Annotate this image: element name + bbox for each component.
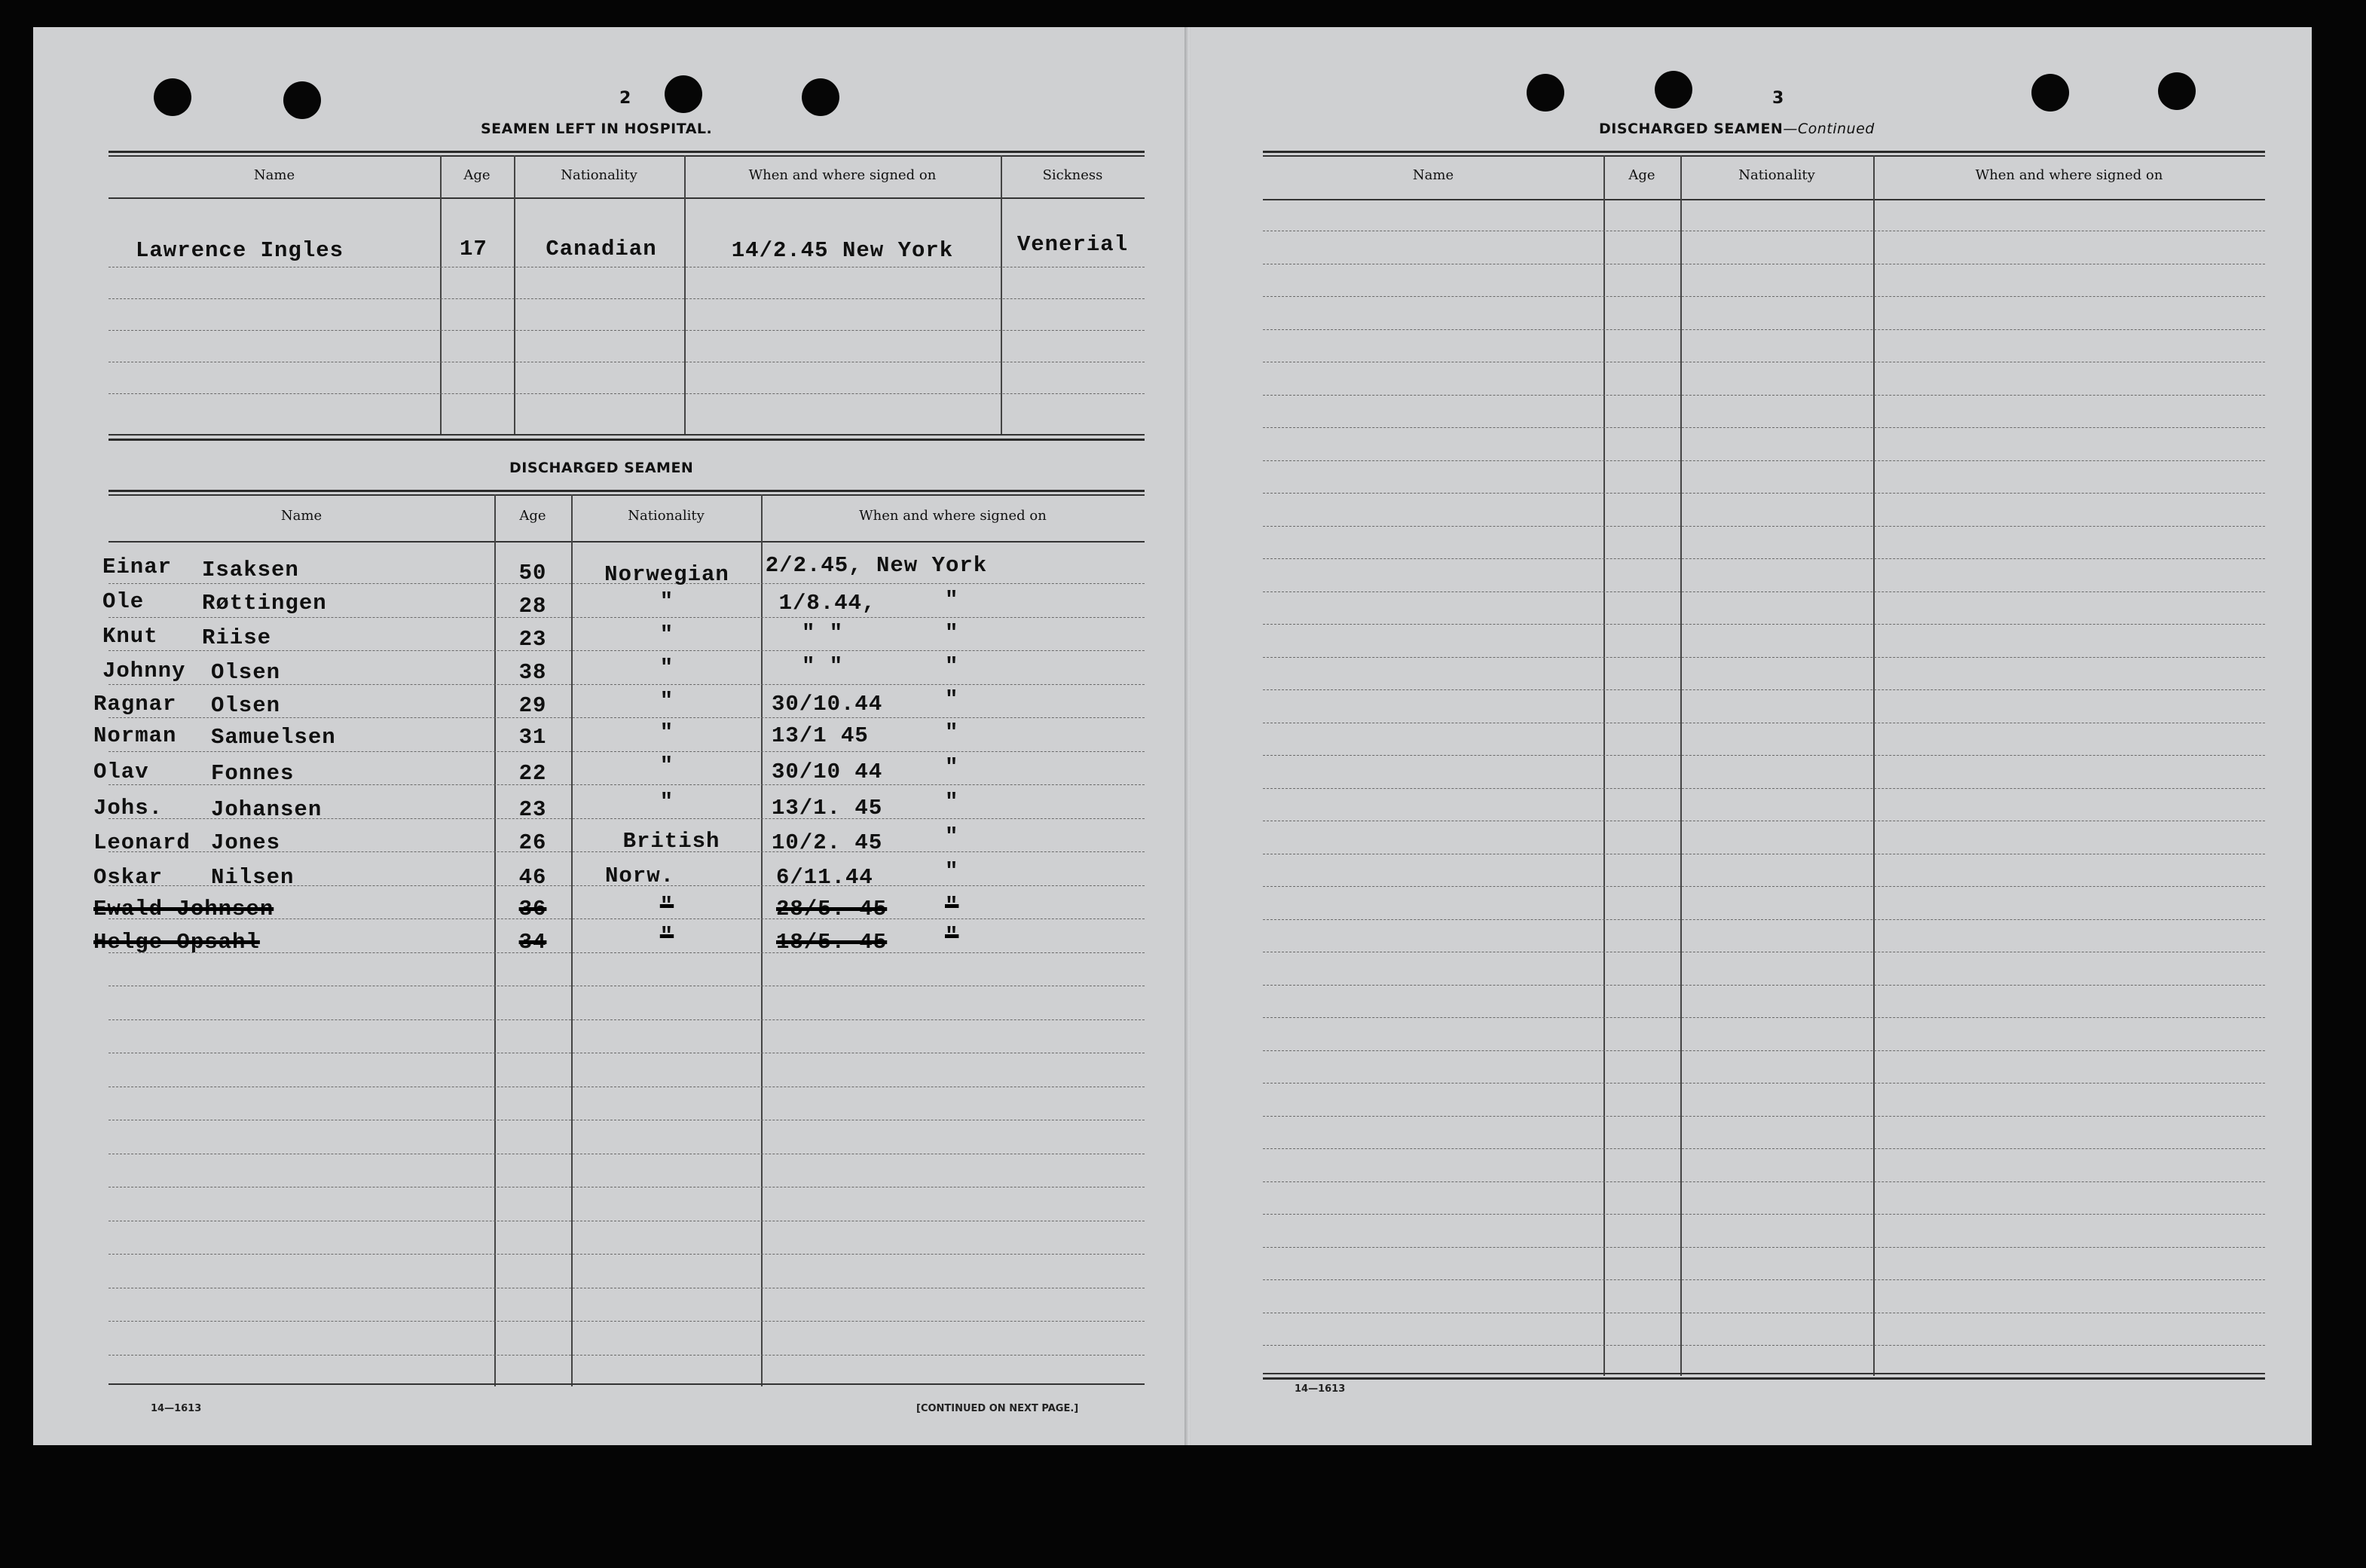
row-line xyxy=(1263,1083,2265,1084)
seaman-age: 31 xyxy=(518,725,547,750)
seaman-signed-on: 13/1 45 xyxy=(772,723,869,748)
punch-hole xyxy=(665,75,702,113)
seaman-signed-on: 30/10.44 xyxy=(772,692,883,717)
punch-hole xyxy=(283,81,321,119)
column-divider xyxy=(1603,155,1605,1376)
struck-seaman-signed-on: 28/5. 45 xyxy=(776,897,888,922)
seaman-last-name: Samuelsen xyxy=(211,725,336,750)
seaman-last-name: Olsen xyxy=(211,660,281,685)
form-number: 14—1613 xyxy=(1295,1383,1346,1395)
punch-hole xyxy=(154,78,191,116)
row-line xyxy=(1263,1050,2265,1051)
hospital-sickness: Venerial xyxy=(1016,232,1129,257)
row-line xyxy=(1263,1116,2265,1117)
seaman-age: 38 xyxy=(518,660,547,685)
struck-seaman-signed-on: 18/5. 45 xyxy=(776,930,888,955)
page-number: 3 xyxy=(1772,89,1784,108)
seaman-signed-on-place: " xyxy=(945,687,959,712)
table-top-rule xyxy=(109,490,1145,492)
row-line xyxy=(1263,1345,2265,1346)
table-bottom-rule xyxy=(109,439,1145,441)
hospital-nationality: Canadian xyxy=(546,237,657,261)
row-line xyxy=(1263,886,2265,887)
seaman-first-name: Olav xyxy=(93,760,149,784)
row-line xyxy=(109,1355,1145,1356)
column-header-nationality: Nationality xyxy=(628,508,705,524)
struck-seaman-name: Ewald Johnsen xyxy=(93,897,274,922)
seaman-signed-on-place: " xyxy=(945,621,959,646)
hospital-age: 17 xyxy=(460,237,488,261)
row-line xyxy=(1263,985,2265,986)
struck-seaman-age: 36 xyxy=(518,897,547,922)
column-divider xyxy=(1680,155,1682,1376)
header-rule xyxy=(109,541,1145,543)
row-line xyxy=(1263,1214,2265,1215)
seaman-nationality: Norwegian xyxy=(604,562,729,587)
column-header-signed-on: When and where signed on xyxy=(748,167,937,183)
right-page xyxy=(1191,27,2312,1445)
seaman-first-name: Ole xyxy=(102,589,145,614)
hospital-name: Lawrence Ingles xyxy=(136,238,344,263)
discharged-section-title: DISCHARGED SEAMEN xyxy=(509,460,694,476)
row-line xyxy=(1263,1247,2265,1248)
struck-seaman-signed-on-place: " xyxy=(945,894,959,918)
table-top-rule xyxy=(109,155,1145,157)
seaman-signed-on: 6/11.44 xyxy=(776,865,873,890)
row-line xyxy=(109,650,1145,651)
table-bottom-rule xyxy=(109,434,1145,436)
row-line xyxy=(1263,1148,2265,1149)
row-line xyxy=(109,393,1145,394)
seaman-nationality: " xyxy=(659,656,674,680)
seaman-age: 26 xyxy=(518,830,547,855)
seaman-signed-on: " " xyxy=(802,654,844,679)
struck-seaman-name: Helge Opsahl xyxy=(93,930,260,955)
row-line xyxy=(1263,919,2265,920)
table-bottom-rule xyxy=(1263,1373,2265,1374)
column-header-name: Name xyxy=(280,508,322,524)
seaman-first-name: Johs. xyxy=(93,796,164,821)
punch-hole xyxy=(2158,72,2196,110)
seaman-nationality: " xyxy=(659,589,674,614)
table-top-rule xyxy=(109,494,1145,496)
row-line xyxy=(1263,460,2265,461)
column-header-nationality: Nationality xyxy=(561,167,637,183)
row-line xyxy=(109,1254,1145,1255)
row-line xyxy=(109,1019,1145,1020)
seaman-nationality: " xyxy=(659,689,674,714)
page-number: 2 xyxy=(619,89,631,108)
seaman-age: 23 xyxy=(518,797,547,822)
column-header-name: Name xyxy=(1412,167,1454,183)
row-line xyxy=(109,1321,1145,1322)
header-rule xyxy=(1263,199,2265,200)
row-line xyxy=(109,751,1145,752)
seaman-last-name: Fonnes xyxy=(211,761,295,786)
row-line xyxy=(1263,296,2265,297)
seaman-age: 29 xyxy=(518,693,547,718)
seaman-signed-on: 2/2.45, New York xyxy=(765,553,988,578)
row-line xyxy=(1263,1017,2265,1018)
seaman-nationality: British xyxy=(622,829,720,854)
row-line xyxy=(1263,558,2265,559)
seaman-nationality: " xyxy=(659,622,674,647)
seaman-signed-on: 30/10 44 xyxy=(772,760,883,784)
punch-hole xyxy=(1655,71,1692,109)
row-line xyxy=(1263,624,2265,625)
seaman-age: 23 xyxy=(518,627,547,652)
form-number: 14—1613 xyxy=(151,1403,202,1414)
row-line xyxy=(1263,493,2265,494)
seaman-first-name: Norman xyxy=(93,723,177,748)
seaman-signed-on-place: " xyxy=(945,720,959,745)
seaman-signed-on-place: " xyxy=(945,654,959,679)
seaman-first-name: Ragnar xyxy=(93,692,177,717)
seaman-nationality: " xyxy=(659,720,674,745)
seaman-last-name: Jones xyxy=(211,830,281,855)
seaman-signed-on: 1/8.44, xyxy=(778,591,876,616)
seaman-nationality: " xyxy=(659,790,674,815)
seaman-age: 46 xyxy=(518,865,547,890)
seaman-signed-on: " " xyxy=(802,621,844,646)
column-header-nationality: Nationality xyxy=(1738,167,1815,183)
seaman-last-name: Nilsen xyxy=(211,865,295,890)
row-line xyxy=(1263,657,2265,658)
column-header-sickness: Sickness xyxy=(1042,167,1103,183)
table-top-rule xyxy=(1263,151,2265,153)
seaman-signed-on-place: " xyxy=(945,859,959,884)
seaman-last-name: Olsen xyxy=(211,693,281,718)
seaman-age: 50 xyxy=(518,561,547,585)
discharged-continued-title xyxy=(1599,121,1875,137)
row-line xyxy=(109,952,1145,953)
table-bottom-rule xyxy=(109,1383,1145,1385)
seaman-first-name: Johnny xyxy=(102,659,186,683)
seaman-last-name: Isaksen xyxy=(202,558,299,582)
column-divider xyxy=(1873,155,1875,1376)
left-page xyxy=(33,27,1188,1445)
row-line xyxy=(1263,591,2265,592)
seaman-age: 28 xyxy=(518,594,547,619)
punch-hole xyxy=(2031,74,2069,112)
row-line xyxy=(1263,329,2265,330)
seaman-signed-on-place: " xyxy=(945,755,959,780)
seaman-last-name: Røttingen xyxy=(202,591,327,616)
seaman-age: 22 xyxy=(518,761,547,786)
row-line xyxy=(109,330,1145,331)
header-rule xyxy=(109,197,1145,199)
seaman-first-name: Knut xyxy=(102,624,158,649)
column-header-age: Age xyxy=(519,508,546,524)
row-line xyxy=(1263,526,2265,527)
column-header-signed-on: When and where signed on xyxy=(859,508,1047,524)
seaman-nationality: Norw. xyxy=(604,863,674,888)
column-header-name: Name xyxy=(253,167,295,183)
seaman-signed-on-place: " xyxy=(945,790,959,815)
seaman-last-name: Riise xyxy=(202,625,272,650)
seaman-first-name: Leonard xyxy=(93,830,191,855)
punch-hole xyxy=(1527,74,1564,112)
struck-seaman-nationality: " xyxy=(659,894,674,918)
table-top-rule xyxy=(1263,155,2265,157)
seaman-last-name: Johansen xyxy=(211,797,322,822)
row-line xyxy=(1263,755,2265,756)
row-line xyxy=(109,617,1145,618)
seaman-signed-on-place: " xyxy=(945,588,959,613)
seaman-nationality: " xyxy=(659,753,674,778)
seaman-first-name: Oskar xyxy=(93,865,164,890)
struck-seaman-nationality: " xyxy=(659,924,674,949)
column-header-signed-on: When and where signed on xyxy=(1975,167,2163,183)
hospital-signed-on: 14/2.45 New York xyxy=(731,238,954,263)
section-title-main: DISCHARGED SEAMEN xyxy=(1599,121,1784,137)
row-line xyxy=(1263,427,2265,428)
seaman-signed-on: 10/2. 45 xyxy=(772,830,883,855)
column-header-age: Age xyxy=(463,167,491,183)
row-line xyxy=(1263,788,2265,789)
hospital-section-title: SEAMEN LEFT IN HOSPITAL. xyxy=(481,121,713,137)
struck-seaman-signed-on-place: " xyxy=(945,924,959,949)
row-line xyxy=(1263,1181,2265,1182)
row-line xyxy=(1263,689,2265,690)
continued-note: [CONTINUED ON NEXT PAGE.] xyxy=(916,1403,1079,1414)
row-line xyxy=(1263,1279,2265,1280)
seaman-signed-on-place: " xyxy=(945,824,959,849)
table-top-rule xyxy=(109,151,1145,153)
struck-seaman-age: 34 xyxy=(518,930,547,955)
column-header-age: Age xyxy=(1628,167,1655,183)
row-line xyxy=(1263,395,2265,396)
section-title-suffix: —Continued xyxy=(1783,121,1875,137)
seaman-signed-on: 13/1. 45 xyxy=(772,796,883,821)
seaman-first-name: Einar xyxy=(102,555,173,579)
table-bottom-rule xyxy=(1263,1377,2265,1380)
punch-hole xyxy=(802,78,839,116)
row-line xyxy=(109,298,1145,299)
